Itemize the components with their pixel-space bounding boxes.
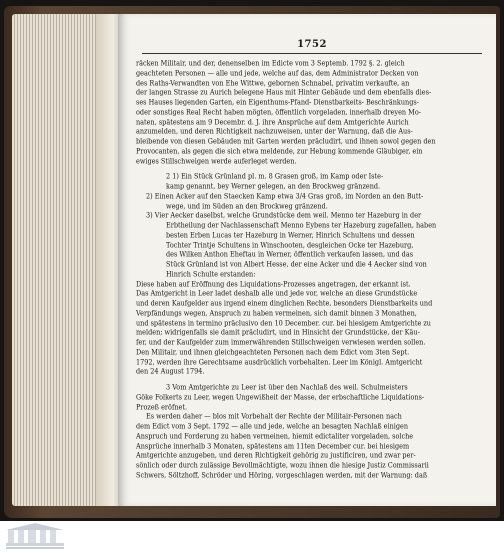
text-line: Hinrich Schulte erstanden: (166, 269, 256, 279)
text-line: melden; widrigenfalls sie damit präcludirt, und in Hinsicht der Grundstücke, der Käu- (136, 328, 420, 337)
text-line: Den Militair, und ihnen gleichgeachteten Personen nach dem Edict vom 3ten Sept. (136, 347, 410, 357)
page-number: 1752 (297, 39, 327, 50)
text-line: Erbtheilung der Nachlassenschaft Menno Eybens ter Hazeburg zugefallen, haben (166, 221, 437, 230)
text-line: Stück Grünland ist von Albert Hesse, der eine Acker und die 4 Aecker sind von (166, 260, 427, 269)
text-line: Verpfändungs wegen, Anspruch zu haben vermeinen, sich damit binnen 3 Monathen, (136, 308, 417, 318)
text-line: 2 1) Ein Stück Grünland pl. m. 8 Grasen groß, im Kamp oder Iste- (166, 172, 384, 181)
text-line: der langen Strasse zu Aurich belegene Haus mit Hinter Gebäude und dem ebenfalls dies- (136, 88, 432, 97)
text-line: und deren Kaufgelder aus irgend einem dinglichen Rechte, besonders Dienstbarkeits und (136, 299, 433, 308)
text-line: Diese haben auf Eröffnung des Liquidations-Prozesses angetragen, der erkannt ist. (136, 279, 411, 289)
text-line: Ansprüche innerhalb 3 Monaten, spätestens am 11ten December cur. bei hiesigem (136, 441, 410, 451)
text-line: Provocanten, als gegen die sich etwa meldende, zur Hebung kommende Gläubiger, ein (136, 146, 423, 156)
text-line: Amtgerichte anzugeben, und deren Richtigkeit gehörig zu justificiren, und zwar per- (136, 451, 416, 460)
text-line: naten, spätestens am 9 Decembr. d. J. ihre Ansprüche auf dem Amtgerichte Aurich (136, 117, 409, 127)
text-line: 3) Vier Aecker daselbst, welche Grundstücke dem weil. Menno ter Hazeburg in der (146, 211, 422, 220)
text-line: besten Erben Lucas ter Hazeburg in Werner, Hinrich Schultens und dessen (166, 230, 415, 240)
text-line: Göke Folkerts zu Leer, wegen Ungewißheit der Masse, der erbschaftliche Liquidations- (136, 392, 425, 402)
text-line: den 24 August 1794. (136, 367, 205, 376)
text-line: Anspruch und Forderung zu haben vermeinen, hiemit edictaliter vorgeladen, solche (136, 431, 414, 441)
text-line: bleibende von diesen Gebäuden mit Garten werden präcludirt, und ihnen sowol gegen den (136, 137, 436, 146)
text-line: des Wilken Anthon Eheftau in Werner, öffentlich verkaufen lassen, und das (166, 250, 414, 259)
text-line: Das Amtgericht in Leer ladet deshalb alle und jede vor, welche an diese Grundstücke (136, 289, 418, 298)
text-line: kamp genannt, bey Werner gelegen, an den Brockweg gränzend. (166, 182, 381, 191)
text-line: geachteten Personen — alle und jede, welche auf das, dem Administrator Decken von (136, 68, 419, 78)
text-line: anzumelden, und deren Richtigkeit nachzuweisen, unter der Warnung, daß die Aus- (136, 127, 413, 136)
book-page (118, 14, 496, 506)
page-header (142, 39, 482, 54)
text-line: oder sonstiges Real Recht haben mögten, öffentlich vorgeladen, innerhalb dreyen Mo- (136, 107, 421, 117)
text-line: Tochter Trintje Schultens in Winschooten, desgleichen Ocke ter Hazeburg, (166, 240, 414, 250)
text-line: Prozeß eröfnet. (136, 402, 188, 412)
text-line: und spätestens in termino präclusivo den 10 December. cur. bei hiesigem Amtgerichte zu (136, 318, 431, 328)
text-line: fer, und der Kaufgelder zum immerwährenden Stillschweigen verwiesen werden sollen. (136, 338, 426, 347)
text-line: dem Edict vom 3 Sept. 1792 — alle und jede, welche an besagten Nachlaß einigen (136, 422, 409, 431)
text-line: des Raths-Verwandten von Ehe Wittwe, gebornen Schnabel, privatim verkaufte, an (136, 78, 410, 88)
text-line: Es werden daher — blos mit Vorbehalt der Rechte der Militair-Personen nach (146, 412, 402, 421)
text-line: 2) Einen Acker auf den Staecken Kamp etwa 3/4 Gras groß, im Norden an den Butt- (146, 191, 424, 201)
text-block (136, 59, 492, 499)
text-line: 1792, werden ihre Gerechtsame ausdrücklich vorbehalten. Leer im Königl. Amtgericht (136, 357, 423, 367)
text-line: 3 Vom Amtgerichte zu Leer ist über den Nachlaß des weil. Schulmeisters (166, 383, 408, 392)
text-line: Schwers, Söltzhoff, Schröder und Höring, vorgeschlagen werden, mit der Warnung: daß (136, 470, 428, 480)
library-logo-icon (4, 523, 94, 551)
text-line: ewiges Stillschweigen werde auferleget werden. (136, 156, 297, 166)
text-line: ses Hauses liegenden Garten, ein Eigenthums-Pfand- Dienstbarkeits- Beschränkungs- (136, 98, 419, 107)
text-line: räcken Militair, und der, denenselben im Edicte vom 3 Septemb. 1792 §. 2. gleich (136, 59, 405, 68)
text-line: wege, und im Süden an den Brockweg gränzend. (166, 201, 328, 211)
text-line: sönlich oder durch zulässige Bevollmächtigte, wozu ihnen die hiesige Justiz Commissarii (136, 461, 429, 470)
